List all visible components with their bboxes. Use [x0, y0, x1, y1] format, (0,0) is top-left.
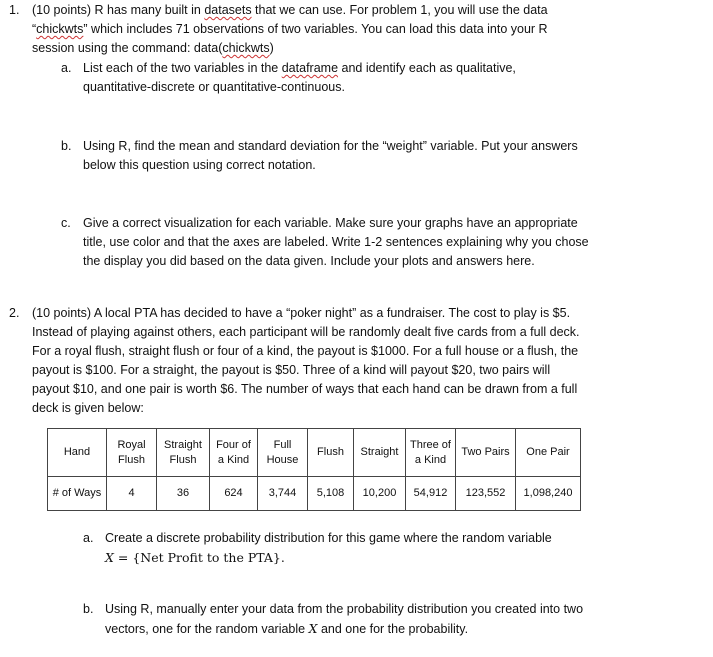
problem-2-line-6: deck is given below: — [32, 401, 144, 415]
problem-2a-line-1: Create a discrete probability distribution for this game where the random variable — [105, 531, 552, 545]
problem-1c-line-1: Give a correct visualization for each variable. Make sure your graphs have an appropriate — [83, 216, 578, 230]
problem-1a-line-2: quantitative-discrete or quantitative-continuous. — [83, 80, 345, 94]
problem-1-line-2: “chickwts” which includes 71 observations of two variables. You can load this data into your R — [32, 22, 548, 36]
table-cell: # of Ways — [48, 477, 107, 511]
problem-1-line-1: (10 points) R has many built in datasets that we can use. For problem 1, you will use the data — [32, 3, 548, 17]
table-cell: Royal Flush — [107, 429, 157, 477]
table-cell: Straight — [354, 429, 406, 477]
table-cell: 10,200 — [354, 477, 406, 511]
table-cell: Flush — [308, 429, 354, 477]
table-cell: 5,108 — [308, 477, 354, 511]
problem-1a-line-1: List each of the two variables in the dataframe and identify each as qualitative, — [83, 61, 516, 75]
problem-1b-label: b. — [61, 139, 72, 153]
problem-2-line-5: payout $10, and one pair is worth $6. The number of ways that each hand can be drawn from a full — [32, 382, 578, 396]
problem-1c-line-2: title, use color and that the axes are labeled. Write 1-2 sentences explaining why you chose — [83, 235, 589, 249]
problem-2-line-1: (10 points) A local PTA has decided to have a “poker night” as a fundraiser. The cost to play is $5. — [32, 306, 571, 320]
problem-1b-line-1: Using R, find the mean and standard deviation for the “weight” variable. Put your answers — [83, 139, 578, 153]
table-cell: 3,744 — [258, 477, 308, 511]
table-cell: 54,912 — [406, 477, 456, 511]
problem-2b-label: b. — [83, 602, 94, 616]
problem-2-line-4: payout is $100. For a straight, the payout is $50. Three of a kind will payout $20, two pairs will — [32, 363, 551, 377]
table-header-row — [48, 429, 581, 477]
problem-1-line-3: session using the command: data(chickwts) — [32, 41, 274, 55]
table-cell: One Pair — [516, 429, 581, 477]
table-cell: 1,098,240 — [516, 477, 581, 511]
problem-1c-line-3: the display you did based on the data given. Include your plots and answers here. — [83, 254, 535, 268]
table-row — [48, 477, 581, 511]
problem-2-line-3: For a royal flush, straight flush or four of a kind, the payout is $1000. For a full house or a flush, the — [32, 344, 579, 358]
problem-2-number: 2. — [9, 306, 20, 320]
problem-1c-label: c. — [61, 216, 71, 230]
table-cell: 4 — [107, 477, 157, 511]
problem-2a-label: a. — [83, 531, 94, 545]
table-cell: Straight Flush — [157, 429, 210, 477]
table-cell: Three of a Kind — [406, 429, 456, 477]
table-cell: Two Pairs — [456, 429, 516, 477]
problem-1a-label: a. — [61, 61, 72, 75]
table-cell: Full House — [258, 429, 308, 477]
table-cell: 36 — [157, 477, 210, 511]
problem-1b-line-2: below this question using correct notation. — [83, 158, 316, 172]
table-cell: Four of a Kind — [210, 429, 258, 477]
problem-2-line-2: Instead of playing against others, each participant will be randomly dealt five cards from a full deck. — [32, 325, 580, 339]
table-cell: Hand — [48, 429, 107, 477]
problem-2b-line-1: Using R, manually enter your data from the probability distribution you created into two — [105, 602, 584, 616]
problem-2a-line-2: X = {Net Profit to the PTA}. — [105, 550, 285, 565]
problem-2b-line-2: vectors, one for the random variable X and one for the probability. — [105, 621, 469, 636]
table-cell: 624 — [210, 477, 258, 511]
table-cell: 123,552 — [456, 477, 516, 511]
poker-hands-table — [47, 428, 581, 511]
problem-1-number: 1. — [9, 3, 20, 17]
